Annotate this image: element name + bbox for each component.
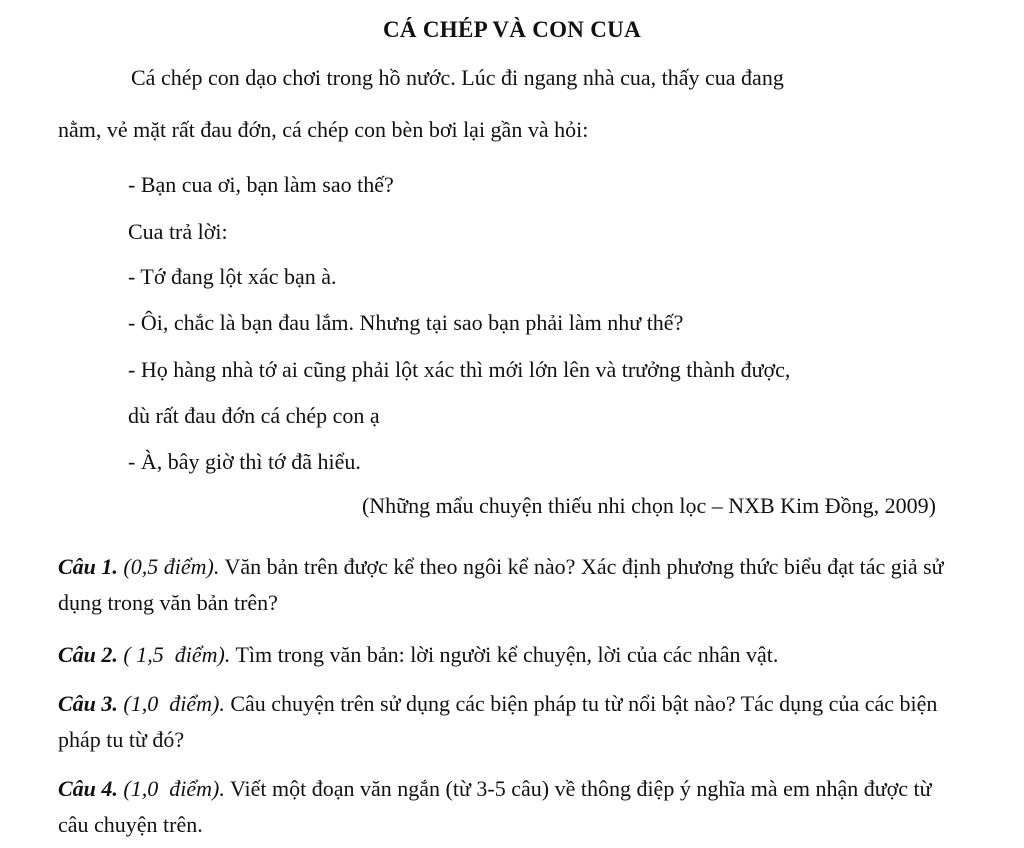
story-title: CÁ CHÉP VÀ CON CUA [383, 17, 641, 42]
question-points: (1,0 điểm). [123, 776, 225, 801]
question-2 [58, 637, 948, 673]
question-label: Câu 1. [58, 554, 118, 579]
question-label: Câu 2. [58, 642, 118, 667]
question-text: Câu chuyện trên sử dụng các biện pháp tu từ nổi bật nào? Tác dụng của các biện pháp tu từ đó? [58, 691, 938, 752]
dialogue-line: - À, bây giờ thì tớ đã hiểu. [128, 449, 361, 474]
dialogue-line: Cua trả lời: [128, 219, 228, 244]
story-paragraph-line: nằm, vẻ mặt rất đau đớn, cá chép con bèn bơi lại gần và hỏi: [58, 117, 589, 142]
question-points: (1,0 điểm). [123, 691, 225, 716]
question-label: Câu 3. [58, 691, 118, 716]
dialogue-line: - Ôi, chắc là bạn đau lắm. Nhưng tại sao bạn phải làm như thế? [128, 310, 684, 335]
question-points: (0,5 điểm). [123, 554, 220, 579]
dialogue-line: dù rất đau đớn cá chép con ạ [128, 403, 380, 428]
question-text: Văn bản trên được kể theo ngôi kể nào? Xác định phương thức biểu đạt tác giả sử dụng trong văn bản trên? [58, 554, 944, 615]
dialogue-line: - Tớ đang lột xác bạn à. [128, 264, 337, 289]
dialogue-line: - Bạn cua ơi, bạn làm sao thế? [128, 172, 394, 197]
question-text: Tìm trong văn bản: lời người kể chuyện, lời của các nhân vật. [235, 642, 779, 667]
question-3 [58, 686, 948, 758]
question-text: Viết một đoạn văn ngắn (từ 3-5 câu) về thông điệp ý nghĩa mà em nhận được từ câu chuyện trên. [58, 776, 932, 837]
source-citation: (Những mẩu chuyện thiếu nhi chọn lọc – NXB Kim Đồng, 2009) [361, 493, 936, 518]
question-label: Câu 4. [58, 776, 118, 801]
question-1 [58, 549, 948, 621]
dialogue-line: - Họ hàng nhà tớ ai cũng phải lột xác thì mới lớn lên và trưởng thành được, [128, 357, 791, 382]
question-points: ( 1,5 điểm). [123, 642, 231, 667]
question-4 [58, 771, 948, 843]
story-paragraph-line: Cá chép con dạo chơi trong hồ nước. Lúc đi ngang nhà cua, thấy cua đang [131, 65, 784, 90]
